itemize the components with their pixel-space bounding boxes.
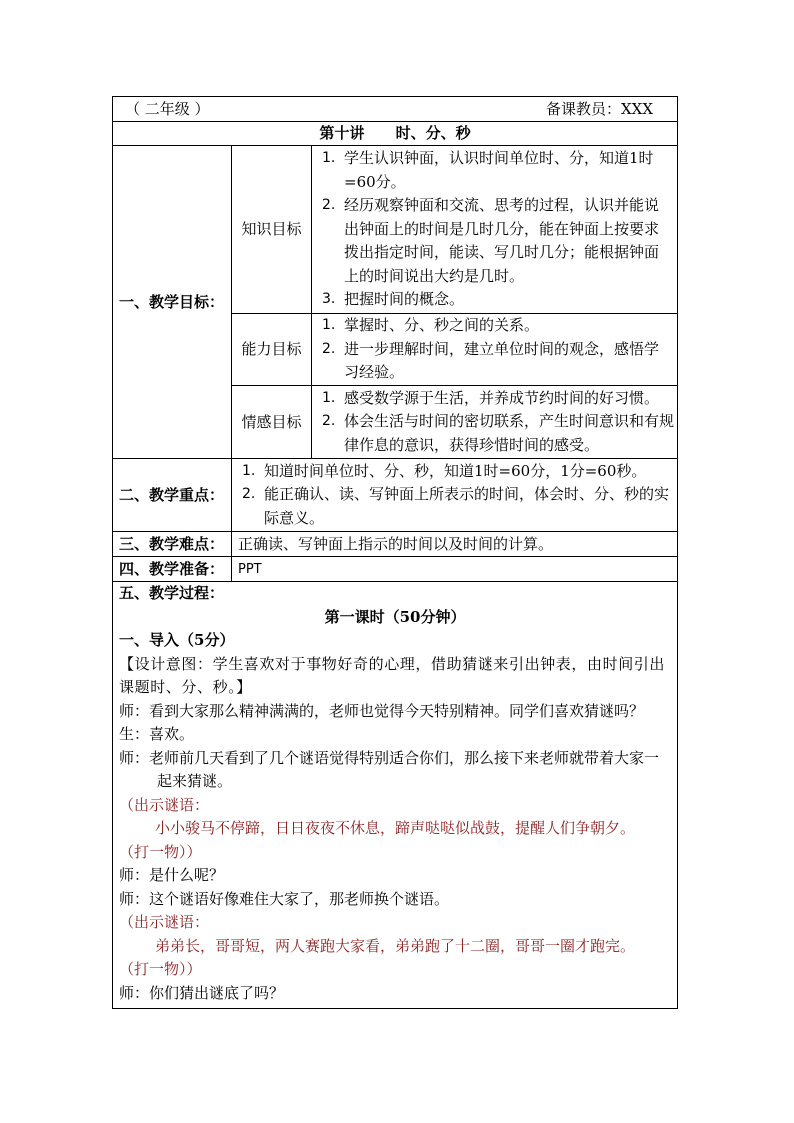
list-item-text: 能正确认、读、写钟面上所表示的时间，体会时、分、秒的实际意义。	[264, 485, 670, 527]
list-item-text: 知道时间单位时、分、秒，知道1时=60分，1分=60秒。	[264, 461, 647, 480]
emotion-goal-list	[318, 387, 675, 458]
list-number: 2.	[322, 413, 336, 430]
key-points-row	[113, 459, 678, 532]
list-item	[318, 387, 675, 411]
riddle-show-2: （出示谜语：	[119, 913, 210, 931]
dialogue-line: 师：看到大家那么精神满满的，老师也觉得今天特别精神。同学们喜欢猜谜吗？	[119, 701, 645, 720]
dialogue-line: 师：你们猜出谜底了吗？	[119, 983, 285, 1002]
list-number: 1.	[242, 462, 256, 479]
goal-row-knowledge	[113, 146, 678, 314]
lesson-plan-sheet	[112, 96, 677, 1009]
lesson-plan-table	[112, 96, 678, 1009]
design-intent: 【设计意图：学生喜欢对于事物好奇的心理，借助猜谜来引出钟表，由时间引出课题时、分、秒。】	[119, 654, 666, 696]
lesson-title-text: 第十讲 时、分、秒	[319, 124, 471, 142]
list-item	[318, 147, 673, 194]
preparation-row	[113, 557, 678, 582]
list-item-text: 经历观察钟面和交流、思考的过程，认识并能说出钟面上的时间是几时几分，能在钟面上按要求拨出指定时间，能读、写几时几分；能根据钟面上的时间说出大约是几时。	[344, 196, 660, 285]
dialogue-line: 生：喜欢。	[119, 725, 195, 743]
list-item-text: 掌握时、分、秒之间的关系。	[344, 316, 540, 335]
lesson-period-title: 第一课时（50分钟）	[324, 607, 466, 626]
list-item	[318, 338, 673, 385]
key-points-label: 二、教学重点：	[113, 459, 232, 532]
difficulty-text: 正确读、写钟面上指示的时间以及时间的计算。	[232, 532, 678, 557]
goal-name-emotion: 情感目标	[232, 386, 312, 459]
difficulty-label: 三、教学难点：	[113, 532, 232, 557]
list-item-text: 学生认识钟面，认识时间单位时、分，知道1时=60分。	[344, 149, 654, 191]
riddle-1: 小小骏马不停蹄，日日夜夜不休息，蹄声哒哒似战鼓，提醒人们争朝夕。	[155, 819, 636, 837]
list-number: 1.	[322, 317, 336, 334]
list-item-text: 把握时间的概念。	[344, 290, 465, 309]
list-number: 2.	[322, 197, 336, 214]
title-row	[113, 122, 678, 146]
list-number: 1.	[322, 150, 336, 167]
process-label: 五、教学过程：	[119, 584, 225, 602]
preparation-label: 四、教学准备：	[113, 557, 232, 582]
goals-label: 一、教学目标：	[113, 146, 232, 459]
preparation-text: PPT	[232, 557, 678, 582]
list-item	[238, 483, 673, 530]
list-item	[238, 460, 673, 484]
riddle-2: 弟弟长，哥哥短，两人赛跑大家看，弟弟跑了十二圈，哥哥一圈才跑完。	[155, 936, 636, 955]
intro-heading: 一、导入（5分）	[119, 631, 235, 649]
ability-goal-list	[318, 314, 673, 385]
lesson-title	[113, 122, 678, 146]
list-item	[318, 288, 673, 312]
list-number: 3.	[322, 291, 336, 308]
dialogue-line: 师：这个谜语好像难住大家了，那老师换个谜语。	[119, 889, 450, 908]
list-item-text: 体会生活与时间的密切联系，产生时间意识和有规律作息的意识，获得珍惜时间的感受。	[344, 412, 675, 454]
knowledge-goal-list	[318, 147, 673, 312]
riddle-hint-1: （打一物））	[119, 842, 202, 861]
difficulty-row	[113, 532, 678, 557]
header-row	[113, 97, 678, 122]
process-row	[113, 582, 678, 1009]
riddle-show-1: （出示谜语：	[119, 795, 210, 814]
list-item	[318, 314, 673, 338]
dialogue-line: 师：是什么呢？	[119, 866, 225, 884]
grade-label: （ 二年级 ）	[125, 99, 210, 118]
list-item	[318, 194, 673, 288]
list-item	[318, 410, 675, 457]
goal-name-ability: 能力目标	[232, 314, 312, 386]
teacher-label: 备课教员：XXX	[545, 99, 654, 118]
list-number: 1.	[322, 389, 336, 406]
list-number: 2.	[242, 486, 256, 503]
list-item-text: 感受数学源于生活，并养成节约时间的好习惯。	[344, 388, 660, 407]
riddle-hint-2: （打一物））	[119, 960, 202, 978]
goal-name-knowledge: 知识目标	[232, 146, 312, 314]
list-item-text: 进一步理解时间，建立单位时间的观念，感悟学习经验。	[344, 339, 660, 382]
dialogue-line: 师：老师前几天看到了几个谜语觉得特别适合你们，那么接下来老师就带着大家一起来猜谜。	[119, 748, 660, 790]
key-points-list	[238, 460, 673, 531]
list-number: 2.	[322, 340, 336, 357]
